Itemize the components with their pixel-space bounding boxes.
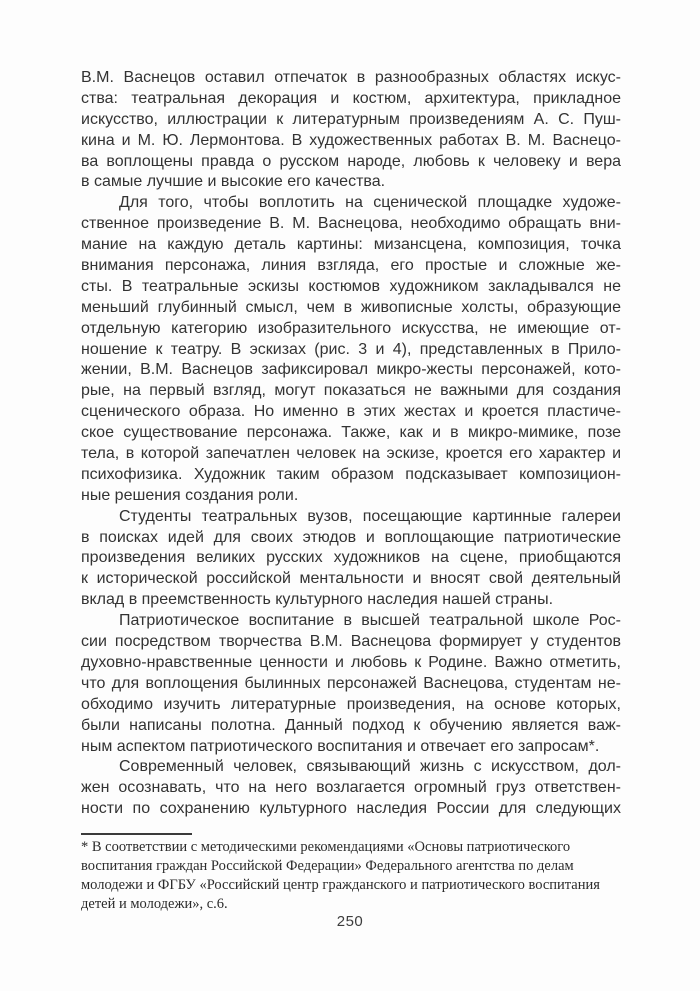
text-line: Патриотическое воспитание в высшей театральной школе Рос- [119,612,621,630]
text-line: ношение к театру. В эскизах (рис. 3 и 4), представленных в Прило- [81,340,621,358]
text-line: в самые лучшие и высокие его качества. [81,173,386,191]
text-line: Для того, чтобы воплотить на сценической площадке художе- [119,194,621,212]
text-line: рые, на первый взгляд, могут показаться не важными для создания [81,382,621,400]
text-line: к исторической российской ментальности и вносят свой деятельный [81,570,621,588]
text-line: внимания персонажа, линия взгляда, его простые и сложные же- [81,257,621,275]
text-line: произведения великих русских художников на сцене, приобщаются [81,549,621,567]
text-line: кина и М. Ю. Лермонтова. В художественных работах В. М. Васнецо- [81,131,621,149]
paragraph [81,507,621,611]
text-line: что для воплощения былинных персонажей Васнецова, студентам не- [81,674,621,692]
text-line: ственное произведение В. М. Васнецова, необходимо обращать вни- [81,215,621,233]
text-line: психофизика. Художник таким образом подсказывает композицион- [81,465,621,483]
text-line: ные решения создания роли. [81,486,299,504]
paragraph [81,611,621,757]
text-line: меньший глубинный смысл, чем в живописные холсты, образующие [81,298,621,316]
text-line: ское существование персонажа. Также, как и в микро-мимике, позе [81,424,621,442]
text-line: Современный человек, связывающий жизнь с искусством, дол- [119,758,621,776]
text-line: ства: театральная декорация и костюм, архитектура, прикладное [81,89,621,107]
footnote-line: молодежи и ФГБУ «Российский центр гражданского и патриотического воспитания [81,877,600,893]
text-line: обходимо изучить литературные произведения, на основе которых, [81,695,621,713]
text-line: вклад в преемственность культурного наследия нашей страны. [81,591,554,609]
footnote-separator [81,833,192,835]
text-line: ности по сохранению культурного наследия России для следующих [81,800,621,818]
text-line: духовно-нравственные ценности и любовь к Родине. Важно отметить, [81,653,621,671]
footnote-line: воспитания граждан Российской Федерации» Федерального агентства по делам [81,858,574,874]
text-line: В.М. Васнецов оставил отпечаток в разнообразных областях искус- [81,69,621,86]
text-line: сты. В театральные эскизы костюмов художником закладывался не [81,277,621,295]
text-line: в поисках идей для своих этюдов и воплощающие патриотические [81,528,621,546]
text-line: мание на каждую деталь картины: мизансцена, композиция, точка [81,236,621,254]
text-line: тела, в которой запечатлен человек на эскизе, кроется его характер и [81,445,621,463]
footnote [81,838,621,914]
text-line: ва воплощены правда о русском народе, любовь к человеку и вера [81,152,621,170]
text-line: жении, В.М. Васнецов зафиксировал микро-жесты персонажей, кото- [81,361,621,379]
paragraph [81,193,621,506]
text-line: жен осознавать, что на него возлагается огромный груз ответствен- [81,779,621,797]
text-line: сии посредством творчества В.М. Васнецова формирует у студентов [81,633,621,651]
paragraph [81,757,621,820]
text-line: были написаны полотна. Данный подход к обучению является важ- [81,716,621,734]
text-line: искусство, иллюстрации к литературным произведениям А. С. Пуш- [81,110,621,128]
text-line: отдельную категорию изобразительного искусства, не имеющие от- [81,319,621,337]
body-text [81,68,621,820]
footnote-line: детей и молодежи», с.6. [81,896,228,912]
page-number: 250 [336,913,364,930]
text-line: Студенты театральных вузов, посещающие картинные галереи [119,507,621,525]
paragraph [81,68,621,193]
text-line: сценического образа. Но именно в этих жестах и кроется пластиче- [81,403,621,421]
text-line: ным аспектом патриотического воспитания и отвечает его запросам*. [81,737,600,755]
footnote-line: * В соответствии с методическими рекомендациями «Основы патриотического [81,839,571,855]
